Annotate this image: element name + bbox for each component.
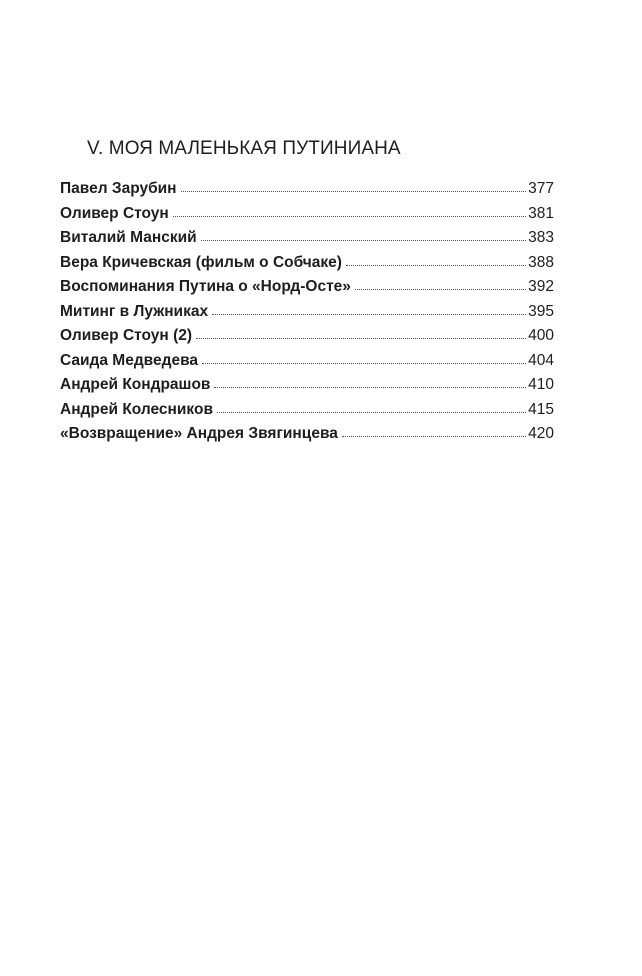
toc-entry-title: Вера Кричевская (фильм о Собчаке) [60, 253, 342, 271]
toc-entry [60, 205, 554, 230]
toc-leader-dots [217, 412, 526, 413]
toc-entry-page: 388 [528, 253, 554, 271]
toc-entry-page: 400 [528, 327, 554, 344]
toc-entry-title: Павел Зарубин [60, 180, 177, 197]
section-title: V. МОЯ МАЛЕНЬКАЯ ПУТИНИАНА [87, 138, 401, 159]
toc-entry [60, 327, 554, 352]
toc-entry-title: Митинг в Лужниках [60, 302, 209, 320]
toc-entry-title: Саида Медведева [60, 351, 199, 369]
toc-leader-dots [342, 436, 526, 437]
toc-leader-dots [173, 216, 526, 217]
toc-entry-title: «Возвращение» Андрея Звягинцева [60, 425, 338, 442]
toc-entry-title: Андрей Колесников [60, 400, 213, 418]
toc-entry-title: Виталий Манский [60, 229, 197, 246]
toc-entry-title: Оливер Стоун (2) [60, 327, 193, 344]
toc-entry-title: Оливер Стоун [60, 204, 169, 222]
toc-entry [60, 278, 554, 303]
toc-entry-page: 404 [528, 351, 554, 369]
toc-entry-page: 420 [528, 425, 554, 442]
toc-entry-page: 415 [528, 400, 554, 418]
toc-entry-page: 383 [528, 229, 554, 246]
toc-entry-title: Андрей Кондрашов [60, 376, 211, 393]
toc-entry [60, 254, 554, 279]
toc-entry-page: 392 [528, 278, 554, 295]
toc-entry [60, 303, 554, 328]
toc-entry-title: Воспоминания Путина о «Норд-Осте» [60, 278, 351, 295]
toc-leader-dots [355, 289, 526, 290]
toc-leader-dots [196, 338, 526, 339]
toc-leader-dots [346, 265, 526, 266]
toc-entry [60, 352, 554, 377]
toc-entry-page: 395 [528, 302, 554, 320]
toc-entry [60, 229, 554, 254]
toc-entry-page: 381 [528, 204, 554, 222]
toc-entry [60, 401, 554, 426]
toc-leader-dots [181, 191, 527, 192]
table-of-contents [60, 180, 554, 450]
toc-entry-page: 377 [528, 180, 554, 197]
toc-entry [60, 180, 554, 205]
toc-entry [60, 425, 554, 450]
toc-entry [60, 376, 554, 401]
toc-leader-dots [202, 363, 526, 364]
toc-leader-dots [214, 387, 526, 388]
toc-leader-dots [212, 314, 526, 315]
toc-leader-dots [201, 240, 526, 241]
toc-entry-page: 410 [528, 376, 554, 393]
